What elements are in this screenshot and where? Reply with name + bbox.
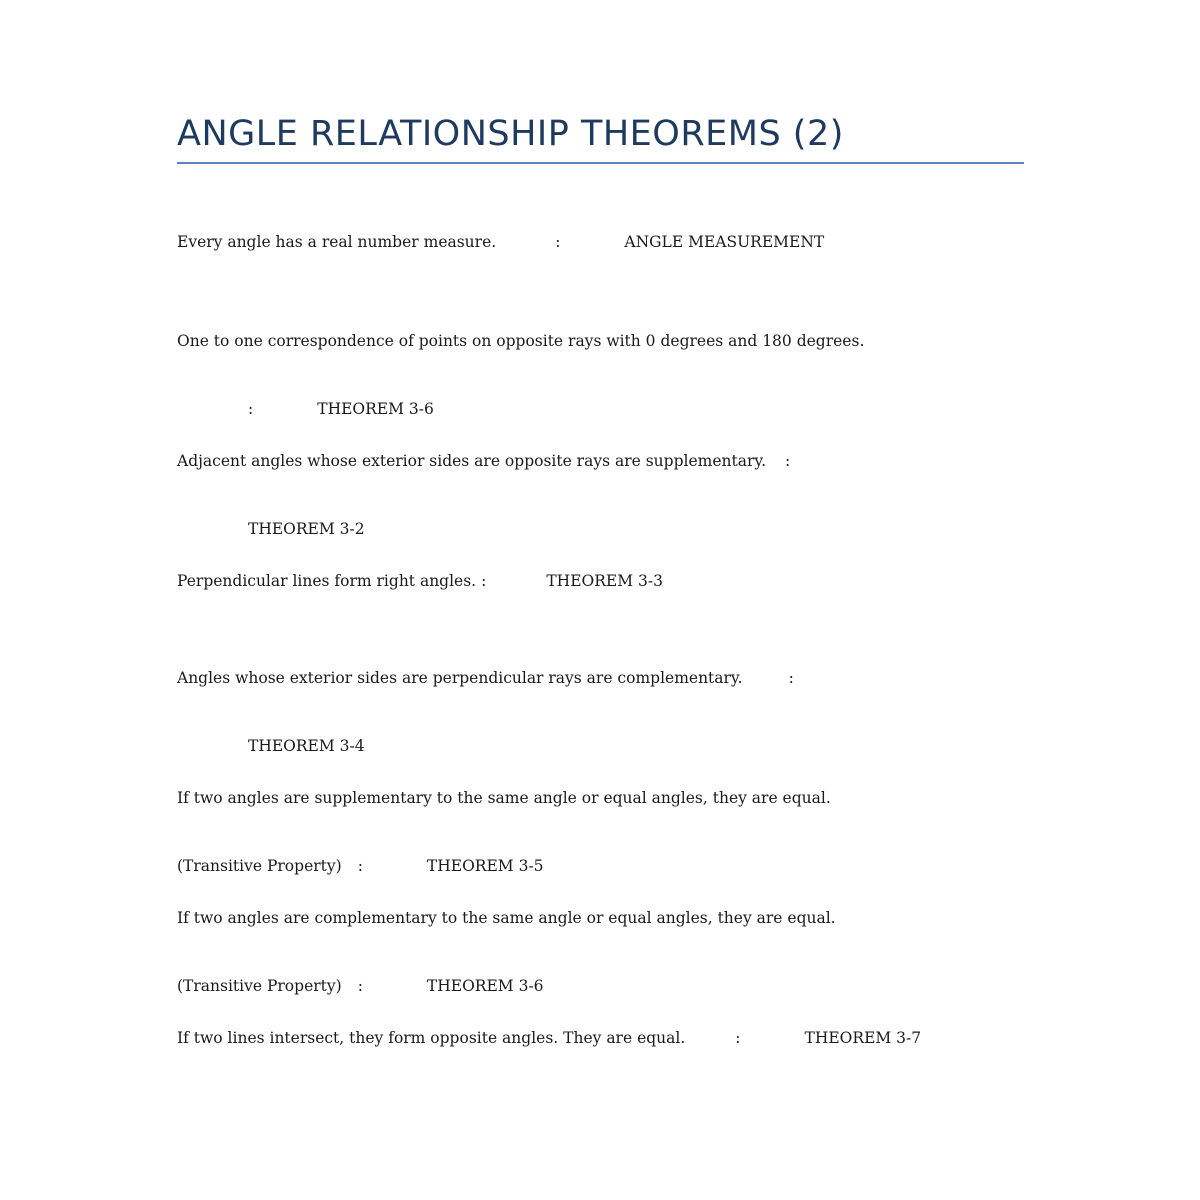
theorem-reference: THEOREM 3-7 bbox=[804, 1029, 922, 1047]
theorem-statement: One to one correspondence of points on opposite rays with 0 degrees and 180 degrees. bbox=[177, 332, 865, 350]
theorem-separator: : bbox=[785, 452, 791, 470]
theorem-separator: : bbox=[735, 1029, 741, 1047]
theorem-separator: : bbox=[555, 233, 561, 251]
theorem-entry-angle-measurement bbox=[177, 186, 1037, 299]
theorem-statement: Adjacent angles whose exterior sides are opposite rays are supplementary. bbox=[177, 452, 766, 470]
theorem-reference: THEOREM 3-4 bbox=[248, 736, 365, 755]
theorem-reference: THEOREM 3-3 bbox=[546, 572, 663, 590]
theorem-statement: If two lines intersect, they form opposite angles. They are equal. bbox=[177, 1029, 686, 1047]
theorem-reference: THEOREM 3-6 bbox=[426, 976, 544, 995]
theorem-reference: THEOREM 3-6 bbox=[317, 399, 434, 418]
theorem-separator: : bbox=[481, 572, 487, 590]
theorem-statement: Perpendicular lines form right angles. bbox=[177, 572, 477, 590]
theorem-entry-3-7 bbox=[177, 982, 1037, 1095]
theorem-statement: Angles whose exterior sides are perpendicular rays are complementary. bbox=[177, 669, 743, 687]
theorem-separator: : bbox=[788, 669, 794, 687]
theorem-statement: If two angles are complementary to the same angle or equal angles, they are equal. bbox=[177, 909, 836, 927]
theorem-reference: ANGLE MEASUREMENT bbox=[624, 233, 825, 251]
theorem-separator: : bbox=[248, 399, 254, 418]
theorem-separator: : bbox=[357, 856, 363, 875]
theorem-reference: THEOREM 3-2 bbox=[248, 519, 365, 538]
theorem-entry-3-3 bbox=[177, 525, 1037, 638]
page-title: ANGLE RELATIONSHIP THEOREMS (2) bbox=[177, 114, 844, 154]
title-underline bbox=[177, 162, 1024, 164]
theorem-separator: : bbox=[357, 976, 363, 995]
theorem-statement-note: (Transitive Property) bbox=[177, 976, 342, 995]
theorem-statement-note: (Transitive Property) bbox=[177, 856, 342, 875]
theorem-statement: If two angles are supplementary to the same angle or equal angles, they are equal. bbox=[177, 789, 831, 807]
theorem-reference: THEOREM 3-5 bbox=[426, 856, 544, 875]
theorem-statement: Every angle has a real number measure. bbox=[177, 233, 497, 251]
